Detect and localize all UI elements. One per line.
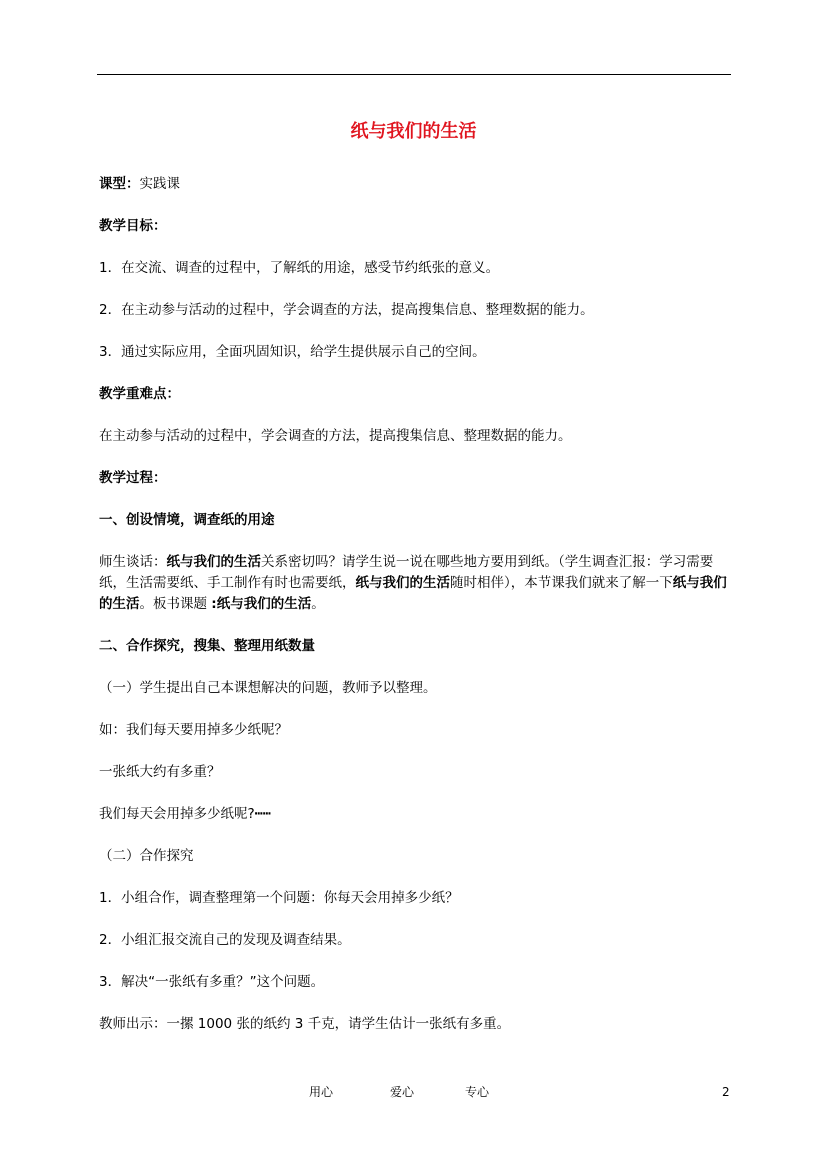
goal-item-3: 3．通过实际应用，全面巩固知识，给学生提供展示自己的空间。	[99, 344, 486, 360]
section2-part2: （二）合作探究	[99, 848, 194, 864]
document-body	[99, 174, 731, 1035]
section1-bold-1: 纸与我们的生活	[166, 554, 261, 570]
example-question-1: 如：我们每天要用掉多少纸呢？	[99, 722, 288, 738]
section1-bold-4: :纸与我们的生活	[211, 596, 312, 612]
step-item-1: 1．小组合作，调查整理第一个问题：你每天会用掉多少纸？	[99, 890, 459, 906]
footer-item-3: 专心	[465, 1085, 490, 1099]
section1-heading: 一、创设情境，调查纸的用途	[99, 512, 275, 528]
example-question-3	[99, 804, 731, 825]
section1-bold-3: 纸与我们的生活	[99, 575, 727, 612]
page-number: 2	[722, 1085, 730, 1099]
section2-heading: 二、合作探究，搜集、整理用纸数量	[99, 638, 315, 654]
key-points-heading: 教学重难点：	[99, 386, 180, 402]
step-item-3: 3．解决“一张纸有多重？”这个问题。	[99, 974, 325, 990]
goals-heading: 教学目标：	[99, 218, 167, 234]
goal-item-2: 2．在主动参与活动的过程中，学会调查的方法，提高搜集信息、整理数据的能力。	[99, 302, 594, 318]
section1-text-4: 。板书课题	[139, 596, 212, 612]
step-item-2: 2．小组汇报交流自己的发现及调查结果。	[99, 932, 351, 948]
document-title: 纸与我们的生活	[350, 121, 477, 142]
section1-bold-2: 纸与我们的生活	[355, 575, 450, 591]
footer-item-2: 爱心	[390, 1085, 415, 1099]
key-points-text: 在主动参与活动的过程中，学会调查的方法，提高搜集信息、整理数据的能力。	[99, 428, 572, 444]
example-question-3-ellipsis: ┅┅	[254, 806, 271, 822]
example-question-2: 一张纸大约有多重？	[99, 764, 221, 780]
section1-text-5: 。	[311, 596, 325, 612]
section1-text-1: 师生谈话：	[99, 554, 167, 570]
lesson-type-line	[99, 174, 731, 195]
footer-item-1: 用心	[309, 1085, 334, 1099]
teacher-demo-text: 教师出示：一摞 1000 张的纸约 3 千克，请学生估计一张纸有多重。	[99, 1016, 511, 1032]
section2-part1: （一）学生提出自己本课想解决的问题，教师予以整理。	[99, 680, 437, 696]
example-question-3-text: 我们每天会用掉多少纸呢?	[99, 806, 255, 822]
header-rule	[97, 74, 731, 75]
goal-item-1: 1．在交流、调查的过程中，了解纸的用途，感受节约纸张的意义。	[99, 260, 500, 276]
process-heading: 教学过程：	[99, 470, 167, 486]
section1-text-3: 随时相伴），本节课我们就来了解一下	[450, 575, 673, 591]
section1-text-2: 关系密切吗？请学生说一说在哪些地方要用到纸。（学生调查汇报：学习需要纸，生活需要纸、手工制作有时也需要纸，	[99, 554, 714, 591]
lesson-type-label: 课型：	[99, 176, 140, 192]
lesson-type-value: 实践课	[139, 176, 180, 192]
section1-paragraph	[99, 552, 731, 615]
